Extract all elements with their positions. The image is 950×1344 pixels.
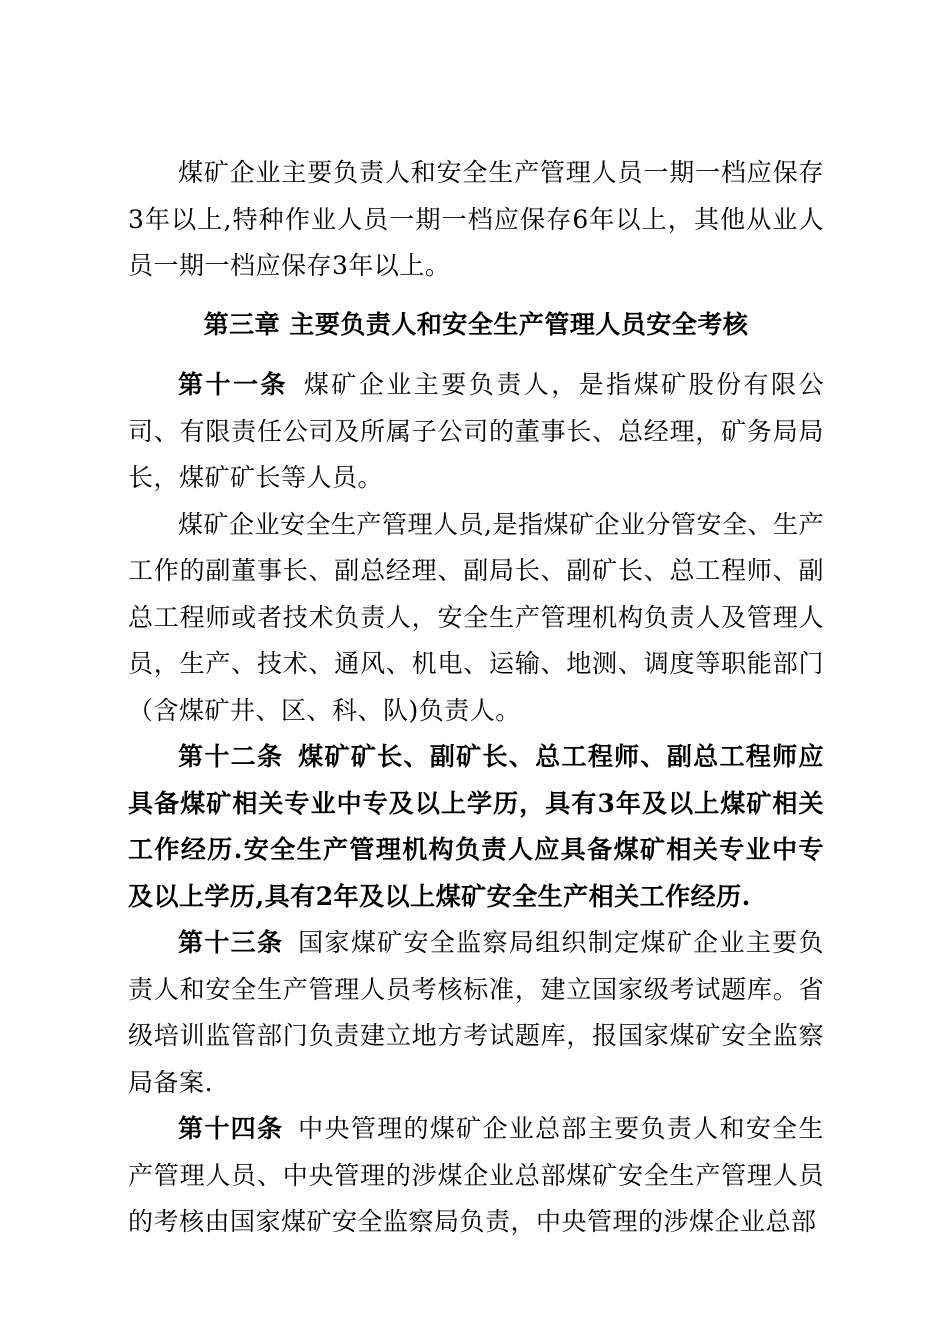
article-13	[128, 920, 824, 1106]
article-12-text: 煤矿矿长、副矿长、总工程师、副总工程师应具备煤矿相关专业中专及以上学历，具有3年及以上煤矿相关工作经历.安全生产管理机构负责人应具备煤矿相关专业中专及以上学历,具有2年及以上煤矿安全生产相关工作经历.	[128, 742, 824, 911]
article-13-label: 第十三条	[178, 928, 284, 957]
article-14	[128, 1106, 824, 1246]
article-13-text: 国家煤矿安全监察局组织制定煤矿企业主要负责人和安全生产管理人员考核标准，建立国家级考试题库。省级培训监管部门负责建立地方考试题库，报国家煤矿安全监察局备案.	[128, 928, 824, 1097]
article-14-label: 第十四条	[178, 1114, 284, 1143]
article-11-label: 第十一条	[178, 370, 288, 399]
article-11-text: 煤矿企业主要负责人，是指煤矿股份有限公司、有限责任公司及所属子公司的董事长、总经理，矿务局局长，煤矿矿长等人员。	[128, 370, 824, 492]
article-12	[128, 734, 824, 920]
paragraph-safety-managers: 煤矿企业安全生产管理人员,是指煤矿企业分管安全、生产工作的副董事长、副总经理、副局长、副矿长、总工程师、副总工程师或者技术负责人，安全生产管理机构负责人及管理人员，生产、技术、通风、机电、运输、地测、调度等职能部门（含煤矿井、区、科、队)负责人。	[128, 509, 824, 725]
chapter-title: 第三章 主要负责人和安全生产管理人员安全考核	[203, 309, 749, 339]
paragraph-record-retention: 煤矿企业主要负责人和安全生产管理人员一期一档应保存3年以上,特种作业人员一期一档应保存6年以上，其他从业人员一期一档应保存3年以上。	[128, 158, 824, 280]
article-11	[128, 362, 824, 502]
article-14-text: 中央管理的煤矿企业总部主要负责人和安全生产管理人员、中央管理的涉煤企业总部煤矿安全生产管理人员的考核由国家煤矿安全监察局负责，中央管理的涉煤企业总部	[128, 1114, 824, 1236]
article-12-label: 第十二条	[178, 742, 284, 771]
document-page	[128, 150, 824, 1246]
